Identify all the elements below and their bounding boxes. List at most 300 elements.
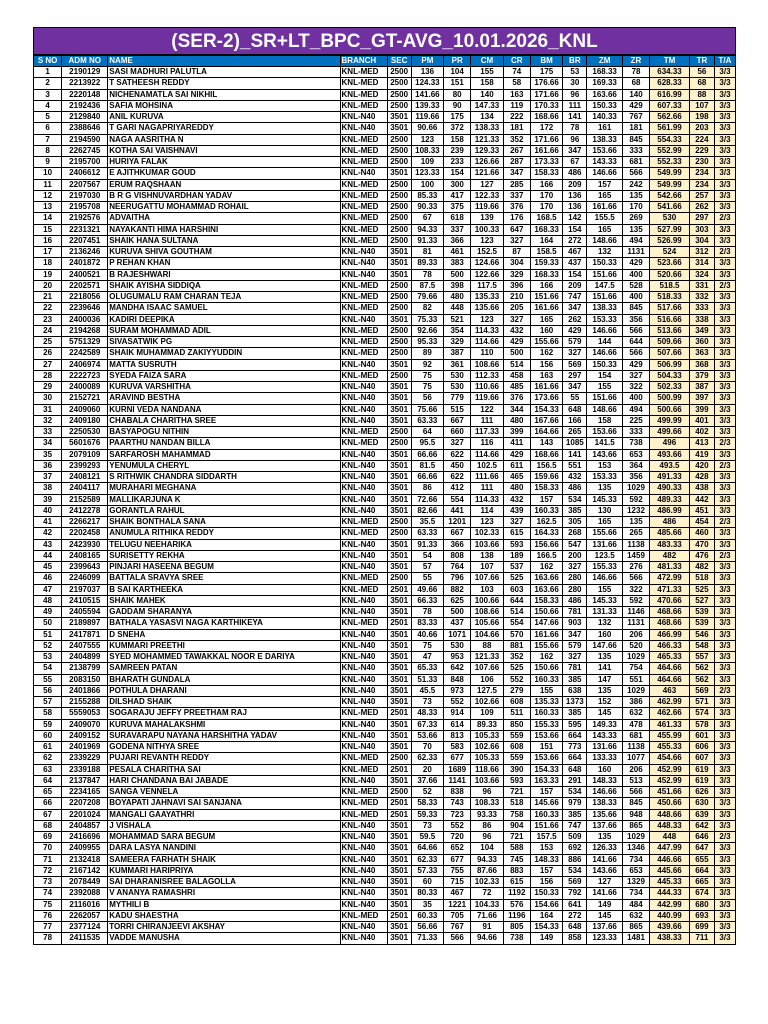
cell-tr: 107 — [689, 100, 714, 111]
cell-tr: 312 — [689, 247, 714, 258]
cell-sec: 2500 — [387, 573, 411, 584]
table-row — [34, 258, 736, 269]
cell-adm-no: 2423930 — [62, 539, 108, 550]
cell-sec: 3501 — [387, 258, 411, 269]
cell-s-no: 65 — [34, 787, 62, 798]
cell-zm: 153.66 — [587, 145, 623, 156]
cell-name: SIVASATWIK PG — [108, 337, 340, 348]
cell-cr: 327 — [503, 517, 530, 528]
cell-tm: 472.99 — [650, 573, 690, 584]
cell-ta: 3/3 — [714, 674, 735, 685]
cell-cr: 327 — [503, 235, 530, 246]
cell-adm-no: 2220148 — [62, 89, 108, 100]
cell-cr: 458 — [503, 370, 530, 381]
cell-cr: 593 — [503, 539, 530, 550]
cell-adm-no: 2388646 — [62, 123, 108, 134]
cell-bm: 158.33 — [530, 168, 562, 179]
cell-adm-no: 5601676 — [62, 438, 108, 449]
cell-sec: 3501 — [387, 899, 411, 910]
cell-branch: KNL-N40 — [340, 719, 387, 730]
cell-ta: 3/3 — [714, 370, 735, 381]
cell-cm: 102.66 — [471, 742, 503, 753]
cell-branch: KNL-N40 — [340, 674, 387, 685]
cell-ta: 3/3 — [714, 348, 735, 359]
cell-cm: 147.33 — [471, 100, 503, 111]
cell-zm: 132 — [587, 247, 623, 258]
cell-sec: 3501 — [387, 832, 411, 843]
cell-pm: 90.66 — [411, 123, 443, 134]
cell-bm: 175 — [530, 67, 562, 78]
cell-adm-no: 2416696 — [62, 832, 108, 843]
cell-cr: 429 — [503, 337, 530, 348]
cell-adm-no: 2207208 — [62, 798, 108, 809]
table-row — [34, 325, 736, 336]
cell-bm: 168.33 — [530, 269, 562, 280]
cell-ta: 3/3 — [714, 112, 735, 123]
cell-cm: 111 — [471, 415, 503, 426]
cell-cm: 71.66 — [471, 910, 503, 921]
cell-cr: 376 — [503, 393, 530, 404]
cell-pr: 566 — [444, 933, 471, 944]
cell-zm: 141 — [587, 663, 623, 674]
cell-ta: 3/3 — [714, 730, 735, 741]
cell-br: 648 — [563, 922, 587, 933]
cell-zm: 155 — [587, 382, 623, 393]
table-row — [34, 67, 736, 78]
cell-br: 385 — [563, 708, 587, 719]
cell-zm: 163.66 — [587, 89, 623, 100]
cell-zm: 152 — [587, 697, 623, 708]
cell-br: 200 — [563, 550, 587, 561]
cell-s-no: 53 — [34, 652, 62, 663]
cell-branch: KNL-N40 — [340, 404, 387, 415]
cell-cm: 114.33 — [471, 325, 503, 336]
cell-pm: 57 — [411, 562, 443, 573]
cell-sec: 3501 — [387, 775, 411, 786]
cell-bm: 170 — [530, 202, 562, 213]
cell-adm-no: 2400521 — [62, 269, 108, 280]
cell-br: 579 — [563, 640, 587, 651]
cell-zr: 140 — [622, 89, 649, 100]
table-row — [34, 899, 736, 910]
cell-name: ANUMULA RITHIKA REDDY — [108, 528, 340, 539]
cell-cm: 107 — [471, 562, 503, 573]
cell-s-no: 21 — [34, 292, 62, 303]
cell-cr: 347 — [503, 168, 530, 179]
cell-pm: 89 — [411, 348, 443, 359]
cell-s-no: 66 — [34, 798, 62, 809]
cell-adm-no: 2155288 — [62, 697, 108, 708]
cell-pm: 141.66 — [411, 89, 443, 100]
cell-adm-no: 2132418 — [62, 854, 108, 865]
cell-zm: 169.33 — [587, 78, 623, 89]
cell-cm: 93.33 — [471, 809, 503, 820]
cell-s-no: 29 — [34, 382, 62, 393]
cell-pr: 618 — [444, 213, 471, 224]
cell-branch: KNL-N40 — [340, 460, 387, 471]
table-row — [34, 809, 736, 820]
cell-br: 96 — [563, 89, 587, 100]
cell-ta: 3/3 — [714, 640, 735, 651]
cell-sec: 2500 — [387, 190, 411, 201]
cell-branch: KNL-N40 — [340, 922, 387, 933]
cell-pr: 441 — [444, 505, 471, 516]
cell-bm: 170.33 — [530, 100, 562, 111]
cell-tm: 446.66 — [650, 854, 690, 865]
table-row — [34, 719, 736, 730]
cell-tr: 606 — [689, 742, 714, 753]
cell-tm: 442.99 — [650, 899, 690, 910]
cell-pr: 239 — [444, 145, 471, 156]
cell-adm-no: 2404117 — [62, 483, 108, 494]
cell-br: 96 — [563, 134, 587, 145]
cell-br: 291 — [563, 775, 587, 786]
cell-adm-no: 2377124 — [62, 922, 108, 933]
cell-s-no: 37 — [34, 472, 62, 483]
cell-name: TORRI CHIRANJEEVI AKSHAY — [108, 922, 340, 933]
column-header-zm: ZM — [587, 56, 623, 67]
cell-zm: 143.33 — [587, 730, 623, 741]
cell-sec: 3501 — [387, 843, 411, 854]
cell-zr: 653 — [622, 449, 649, 460]
cell-br: 209 — [563, 280, 587, 291]
table-row — [34, 303, 736, 314]
cell-sec: 2501 — [387, 708, 411, 719]
cell-name: SOGARAJU JEFFY PREETHAM RAJ — [108, 708, 340, 719]
cell-zr: 1481 — [622, 933, 649, 944]
cell-cr: 644 — [503, 595, 530, 606]
cell-cr: 279 — [503, 685, 530, 696]
table-row — [34, 359, 736, 370]
cell-cm: 129.33 — [471, 145, 503, 156]
cell-tr: 674 — [689, 888, 714, 899]
table-row — [34, 123, 736, 134]
cell-zr: 1077 — [622, 753, 649, 764]
cell-tr: 476 — [689, 550, 714, 561]
cell-zr: 1329 — [622, 877, 649, 888]
cell-cm: 117.5 — [471, 280, 503, 291]
cell-br: 692 — [563, 843, 587, 854]
cell-branch: KNL-N40 — [340, 629, 387, 640]
cell-adm-no: 2189897 — [62, 618, 108, 629]
cell-cr: 559 — [503, 730, 530, 741]
cell-ta: 3/3 — [714, 67, 735, 78]
cell-sec: 2500 — [387, 78, 411, 89]
cell-br: 886 — [563, 854, 587, 865]
cell-zm: 160 — [587, 764, 623, 775]
cell-bm: 156.66 — [530, 539, 562, 550]
cell-branch: KNL-MED — [340, 517, 387, 528]
cell-sec: 2501 — [387, 798, 411, 809]
cell-ta: 3/3 — [714, 427, 735, 438]
column-header-cr: CR — [503, 56, 530, 67]
cell-adm-no: 2197030 — [62, 190, 108, 201]
cell-adm-no: 2213922 — [62, 78, 108, 89]
cell-zm: 168.33 — [587, 67, 623, 78]
cell-name: HARI CHANDANA BAI JABADE — [108, 775, 340, 786]
cell-pr: 366 — [444, 235, 471, 246]
cell-pm: 67 — [411, 213, 443, 224]
cell-branch: KNL-MED — [340, 303, 387, 314]
cell-name: PAARTHU NANDAN BILLA — [108, 438, 340, 449]
cell-cm: 72 — [471, 888, 503, 899]
cell-sec: 3501 — [387, 629, 411, 640]
cell-pm: 62.33 — [411, 854, 443, 865]
cell-bm: 135.33 — [530, 697, 562, 708]
cell-ta: 3/3 — [714, 697, 735, 708]
cell-pr: 677 — [444, 854, 471, 865]
cell-s-no: 14 — [34, 213, 62, 224]
cell-pm: 71.33 — [411, 933, 443, 944]
cell-adm-no: 2116016 — [62, 899, 108, 910]
cell-cm: 110.66 — [471, 382, 503, 393]
cell-s-no: 9 — [34, 157, 62, 168]
cell-s-no: 13 — [34, 202, 62, 213]
cell-zm: 146.66 — [587, 573, 623, 584]
cell-cm: 118.66 — [471, 764, 503, 775]
cell-pr: 448 — [444, 303, 471, 314]
table-row — [34, 314, 736, 325]
cell-zr: 632 — [622, 910, 649, 921]
cell-bm: 153.66 — [530, 753, 562, 764]
cell-tm: 448.33 — [650, 820, 690, 831]
cell-adm-no: 2078449 — [62, 877, 108, 888]
cell-cm: 135.33 — [471, 292, 503, 303]
cell-br: 792 — [563, 888, 587, 899]
cell-pm: 59.33 — [411, 809, 443, 820]
cell-sec: 3501 — [387, 483, 411, 494]
cell-ta: 2/3 — [714, 832, 735, 843]
cell-name: PUJARI REVANTH REDDY — [108, 753, 340, 764]
cell-br: 747 — [563, 292, 587, 303]
cell-sec: 2501 — [387, 910, 411, 921]
cell-name: E AJITHKUMAR GOUD — [108, 168, 340, 179]
cell-zr: 429 — [622, 258, 649, 269]
cell-pm: 92.66 — [411, 325, 443, 336]
cell-zr: 845 — [622, 134, 649, 145]
cell-s-no: 75 — [34, 899, 62, 910]
cell-adm-no: 2190129 — [62, 67, 108, 78]
cell-name: SANGA VENNELA — [108, 787, 340, 798]
cell-cm: 91 — [471, 922, 503, 933]
cell-cr: 721 — [503, 832, 530, 843]
cell-name: ERUM RAQSHAAN — [108, 179, 340, 190]
table-row — [34, 787, 736, 798]
cell-pr: 808 — [444, 550, 471, 561]
cell-cr: 352 — [503, 134, 530, 145]
cell-adm-no: 2411535 — [62, 933, 108, 944]
cell-tr: 548 — [689, 640, 714, 651]
cell-name: DILSHAD SHAIK — [108, 697, 340, 708]
cell-pm: 51.33 — [411, 674, 443, 685]
cell-zr: 494 — [622, 235, 649, 246]
cell-tm: 499.66 — [650, 427, 690, 438]
cell-adm-no: 2234165 — [62, 787, 108, 798]
table-row — [34, 213, 736, 224]
cell-name: S RITHWIK CHANDRA SIDDARTH — [108, 472, 340, 483]
cell-cm: 123 — [471, 314, 503, 325]
cell-tr: 665 — [689, 877, 714, 888]
table-header-row — [34, 56, 736, 67]
cell-pm: 91.33 — [411, 235, 443, 246]
cell-tr: 601 — [689, 730, 714, 741]
cell-adm-no: 2222723 — [62, 370, 108, 381]
cell-adm-no: 2410515 — [62, 595, 108, 606]
cell-ta: 2/3 — [714, 280, 735, 291]
cell-pm: 47 — [411, 652, 443, 663]
cell-zr: 1131 — [622, 247, 649, 258]
cell-branch: KNL-N40 — [340, 505, 387, 516]
table-row — [34, 269, 736, 280]
cell-bm: 163.66 — [530, 573, 562, 584]
cell-branch: KNL-MED — [340, 213, 387, 224]
column-header-branch: BRANCH — [340, 56, 387, 67]
cell-zm: 141.66 — [587, 888, 623, 899]
table-row — [34, 370, 736, 381]
cell-ta: 2/3 — [714, 460, 735, 471]
cell-cm: 104.33 — [471, 899, 503, 910]
table-row — [34, 573, 736, 584]
cell-tr: 619 — [689, 775, 714, 786]
table-row — [34, 753, 736, 764]
cell-name: SYEDA FAIZA SARA — [108, 370, 340, 381]
cell-tr: 332 — [689, 292, 714, 303]
cell-zm: 148.33 — [587, 775, 623, 786]
cell-pr: 813 — [444, 730, 471, 741]
cell-sec: 2500 — [387, 348, 411, 359]
cell-zr: 333 — [622, 145, 649, 156]
cell-zr: 948 — [622, 809, 649, 820]
cell-adm-no: 2409060 — [62, 404, 108, 415]
cell-tr: 224 — [689, 134, 714, 145]
cell-zr: 865 — [622, 922, 649, 933]
cell-sec: 2500 — [387, 89, 411, 100]
cell-pr: 723 — [444, 809, 471, 820]
cell-zm: 131.66 — [587, 742, 623, 753]
cell-cm: 114.33 — [471, 494, 503, 505]
cell-branch: KNL-N40 — [340, 123, 387, 134]
cell-cm: 102.33 — [471, 877, 503, 888]
cell-pm: 73 — [411, 820, 443, 831]
cell-branch: KNL-N40 — [340, 685, 387, 696]
cell-zr: 845 — [622, 303, 649, 314]
cell-zr: 681 — [622, 157, 649, 168]
cell-cm: 88 — [471, 640, 503, 651]
cell-zr: 327 — [622, 370, 649, 381]
cell-pm: 72.66 — [411, 494, 443, 505]
cell-ta: 3/3 — [714, 888, 735, 899]
cell-tr: 324 — [689, 269, 714, 280]
cell-zr: 1346 — [622, 843, 649, 854]
cell-br: 858 — [563, 933, 587, 944]
cell-cr: 615 — [503, 528, 530, 539]
cell-ta: 3/3 — [714, 494, 735, 505]
cell-cm: 122 — [471, 404, 503, 415]
cell-cm: 155 — [471, 67, 503, 78]
cell-branch: KNL-N40 — [340, 742, 387, 753]
cell-sec: 3501 — [387, 550, 411, 561]
cell-tr: 569 — [689, 685, 714, 696]
cell-pr: 705 — [444, 910, 471, 921]
cell-tm: 491.33 — [650, 472, 690, 483]
cell-ta: 3/3 — [714, 629, 735, 640]
cell-bm: 151.66 — [530, 820, 562, 831]
cell-sec: 2500 — [387, 100, 411, 111]
cell-bm: 158.33 — [530, 483, 562, 494]
cell-tm: 440.99 — [650, 910, 690, 921]
cell-zm: 123.5 — [587, 550, 623, 561]
cell-br: 327 — [563, 652, 587, 663]
cell-cm: 108.33 — [471, 798, 503, 809]
cell-s-no: 51 — [34, 629, 62, 640]
cell-ta: 3/3 — [714, 854, 735, 865]
cell-bm: 151 — [530, 742, 562, 753]
cell-name: T GARI NAGAPRIYAREDDY — [108, 123, 340, 134]
cell-tr: 557 — [689, 652, 714, 663]
cell-tr: 711 — [689, 933, 714, 944]
cell-s-no: 27 — [34, 359, 62, 370]
cell-ta: 2/3 — [714, 438, 735, 449]
cell-br: 142 — [563, 213, 587, 224]
cell-branch: KNL-MED — [340, 292, 387, 303]
cell-bm: 154.33 — [530, 404, 562, 415]
cell-zm: 154 — [587, 370, 623, 381]
cell-cm: 127.5 — [471, 685, 503, 696]
cell-pm: 58.33 — [411, 798, 443, 809]
cell-tr: 482 — [689, 562, 714, 573]
cell-pm: 20 — [411, 764, 443, 775]
cell-cm: 158 — [471, 78, 503, 89]
cell-br: 347 — [563, 629, 587, 640]
cell-ta: 3/3 — [714, 809, 735, 820]
cell-cm: 102.33 — [471, 528, 503, 539]
cell-s-no: 32 — [34, 415, 62, 426]
cell-pm: 66.66 — [411, 449, 443, 460]
cell-tr: 639 — [689, 809, 714, 820]
cell-name: B SAI KARTHEEKA — [108, 584, 340, 595]
cell-ta: 3/3 — [714, 89, 735, 100]
cell-bm: 157 — [530, 494, 562, 505]
cell-zm: 160 — [587, 629, 623, 640]
cell-zr: 400 — [622, 292, 649, 303]
cell-bm: 168.66 — [530, 112, 562, 123]
cell-zm: 153.33 — [587, 314, 623, 325]
cell-ta: 3/3 — [714, 483, 735, 494]
cell-cr: 518 — [503, 798, 530, 809]
cell-ta: 3/3 — [714, 539, 735, 550]
cell-pm: 35.5 — [411, 517, 443, 528]
cell-tr: 539 — [689, 607, 714, 618]
cell-tm: 452.99 — [650, 764, 690, 775]
cell-zm: 165 — [587, 517, 623, 528]
cell-pr: 154 — [444, 168, 471, 179]
cell-cr: 399 — [503, 427, 530, 438]
cell-zm: 130 — [587, 505, 623, 516]
cell-cm: 138.33 — [471, 123, 503, 134]
cell-adm-no: 2401969 — [62, 742, 108, 753]
cell-zr: 181 — [622, 123, 649, 134]
table-row — [34, 562, 736, 573]
cell-adm-no: 2079109 — [62, 449, 108, 460]
cell-cm: 87.66 — [471, 865, 503, 876]
cell-cm: 107.66 — [471, 663, 503, 674]
cell-pm: 59.5 — [411, 832, 443, 843]
cell-pm: 73 — [411, 697, 443, 708]
cell-s-no: 5 — [34, 112, 62, 123]
cell-tm: 552.99 — [650, 145, 690, 156]
cell-br: 53 — [563, 67, 587, 78]
cell-zr: 1138 — [622, 539, 649, 550]
